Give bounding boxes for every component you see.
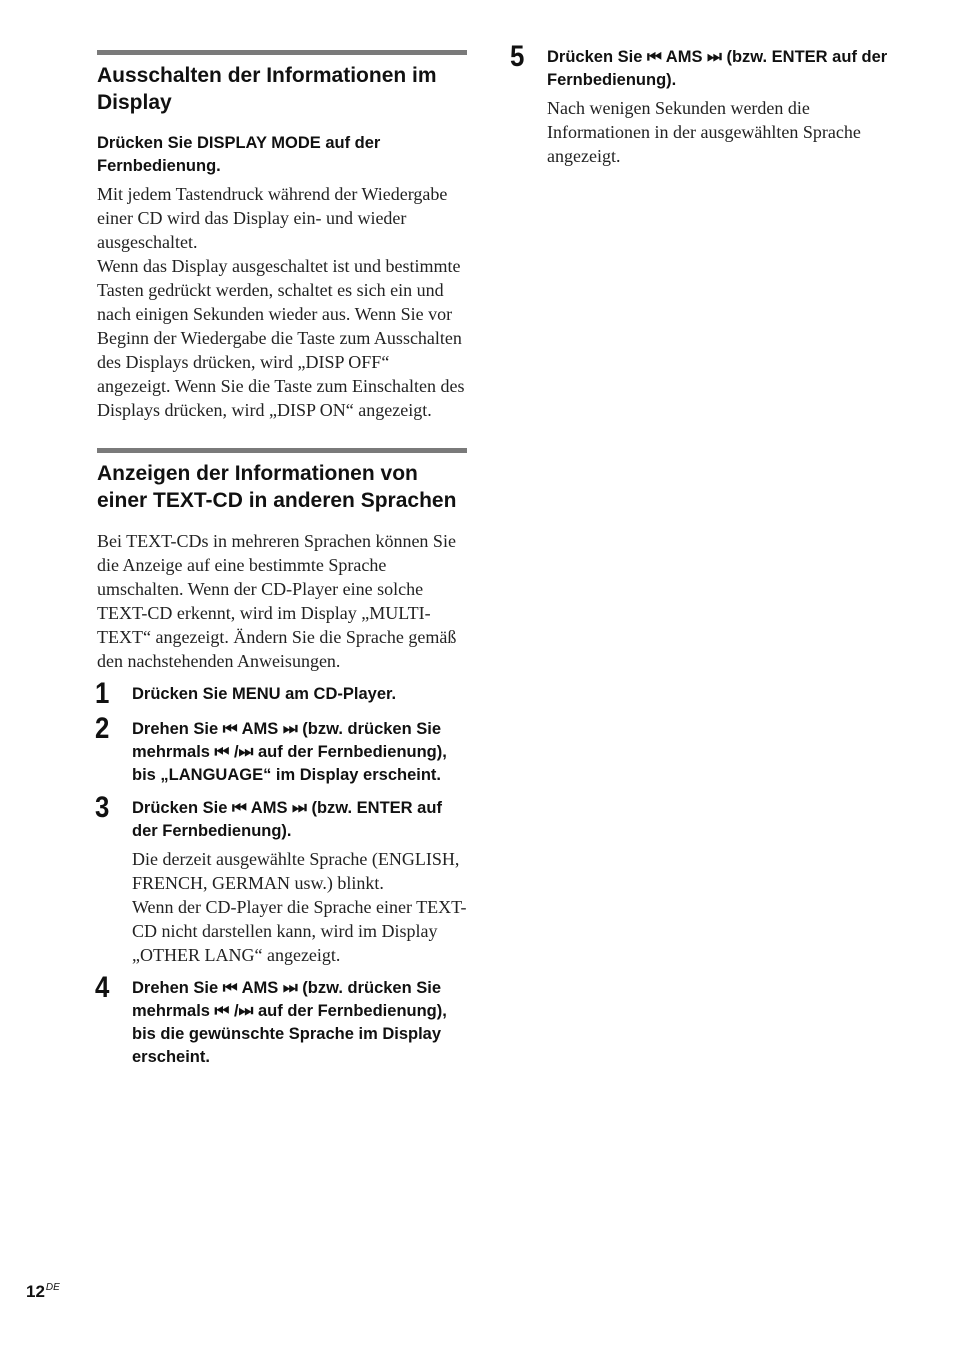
- step-4: [95, 971, 467, 1069]
- section-body: Mit jedem Tastendruck während der Wiedergabe einer CD wird das Display ein- und wieder ausgeschaltet. Wenn das Display ausgeschaltet ist und bestimmte Tasten gedrückt werden, schaltet es sich ein und nach einigen Sekunden wieder aus. Wenn Sie vor Beginn der Wiedergabe die Taste zum Ausschalten des Displays drücken, wird „DISP OFF“ angezeigt. Wenn Sie die Taste zum Einschalten des Displays drücken, wird „DISP ON“ angezeigt.: [97, 184, 465, 420]
- step-number: 3: [95, 791, 110, 824]
- step-5: [510, 40, 902, 168]
- page-number-value: 12: [26, 1282, 45, 1301]
- right-column: [512, 38, 902, 168]
- step-lead: Drücken Sie MENU am CD-Player.: [132, 685, 397, 703]
- section-rule: [97, 50, 467, 55]
- step-lead: Drücken Sie ⏮ AMS ⏭ (bzw. ENTER auf der Fernbedienung).: [132, 799, 442, 840]
- left-column: [97, 50, 467, 1069]
- step-1: [95, 677, 467, 710]
- step-number: 1: [95, 677, 110, 710]
- step-lead: Drehen Sie ⏮ AMS ⏭ (bzw. drücken Sie mehrmals ⏮ /⏭ auf der Fernbedienung), bis „LANGUAGE“ im Display erscheint.: [132, 720, 447, 784]
- step-number: 5: [510, 40, 525, 73]
- instruction-lead: Drücken Sie DISPLAY MODE auf der Fernbedienung.: [97, 134, 381, 175]
- section-title: Ausschalten der Informationen im Display: [97, 64, 437, 114]
- section-rule: [97, 448, 467, 453]
- step-body: Nach wenigen Sekunden werden die Informationen in der ausgewählten Sprache angezeigt.: [547, 98, 861, 166]
- page-number-suffix: DE: [45, 1282, 60, 1293]
- section-title: Anzeigen der Informationen von einer TEXT-CD in anderen Sprachen: [97, 462, 457, 512]
- step-number: 4: [95, 971, 110, 1004]
- section-body: Bei TEXT-CDs in mehreren Sprachen können Sie die Anzeige auf eine bestimmte Sprache umschalten. Wenn der CD-Player eine solche TEXT-CD erkennt, wird im Display „MULTI-TEXT“ angezeigt. Ändern Sie die Sprache gemäß den nachstehenden Anweisungen.: [97, 531, 457, 671]
- step-body: Die derzeit ausgewählte Sprache (ENGLISH, FRENCH, GERMAN usw.) blinkt. Wenn der CD-Player die Sprache einer TEXT-CD nicht darstellen kann, wird im Display „OTHER LANG“ angezeigt.: [132, 849, 467, 965]
- page-number: [26, 1282, 60, 1302]
- step-lead: Drehen Sie ⏮ AMS ⏭ (bzw. drücken Sie mehrmals ⏮ /⏭ auf der Fernbedienung), bis die gewünschte Sprache im Display erscheint.: [132, 979, 447, 1066]
- step-2: [95, 712, 467, 787]
- step-number: 2: [95, 712, 110, 745]
- step-3: [95, 791, 467, 967]
- step-lead: Drücken Sie ⏮ AMS ⏭ (bzw. ENTER auf der Fernbedienung).: [547, 48, 888, 89]
